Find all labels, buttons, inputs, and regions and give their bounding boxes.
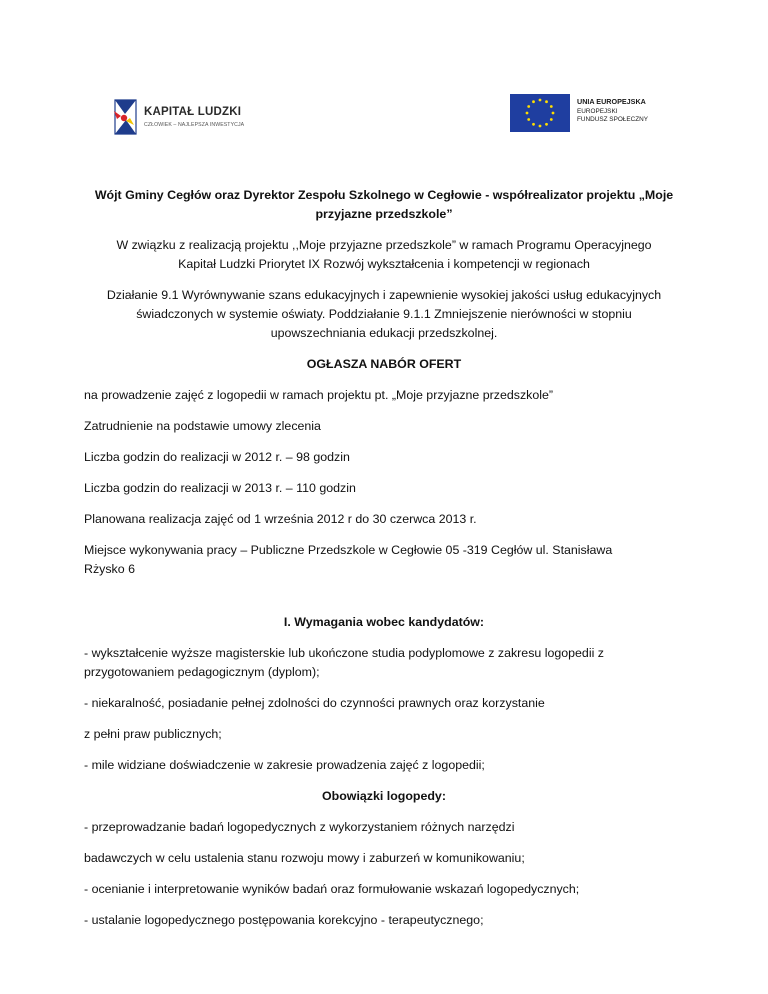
duties-heading: Obowiązki logopedy:: [322, 789, 446, 803]
requirement-2-line2: z pełni praw publicznych;: [84, 727, 222, 741]
requirements-heading: I. Wymagania wobec kandydatów:: [283, 615, 485, 629]
offer-subject: na prowadzenie zajęć z logopedii w ramach projektu pt. „Moje przyjazne przedszkole”: [84, 388, 554, 402]
intro-line1: W związku z realizacją projektu ,,Moje przyjazne przedszkole” w ramach Programu Operacyjnego: [116, 238, 652, 252]
intro-line2: Kapitał Ludzki Priorytet IX Rozwój wykształcenia i kompetencji w regionach: [178, 257, 590, 271]
work-place-line2: Rżysko 6: [84, 562, 135, 576]
hours-2012: Liczba godzin do realizacji w 2012 r. – 98 godzin: [84, 450, 350, 464]
measure-line3: upowszechniania edukacji przedszkolnej.: [270, 326, 498, 340]
kapital-ludzki-subtitle: CZŁOWIEK – NAJLEPSZA INWESTYCJA: [144, 122, 245, 128]
eu-logo-line3: FUNDUSZ SPOŁECZNY: [577, 116, 649, 124]
requirement-1-line2: przygotowaniem pedagogicznym (dyplom);: [84, 665, 320, 679]
header-title-line1: Wójt Gminy Cegłów oraz Dyrektor Zespołu Szkolnego w Cegłowie - współrealizator projektu „Moje: [94, 188, 674, 202]
kapital-ludzki-emblem-icon: [112, 98, 138, 136]
eu-logo-subtitle: [577, 108, 648, 125]
header-title-line2: przyjazne przedszkole”: [315, 207, 453, 221]
requirement-1-line1: - wykształcenie wyższe magisterskie lub ukończone studia podyplomowe z zakresu logopedii z: [84, 646, 604, 660]
duty-3: - ustalanie logopedycznego postępowania korekcyjno - terapeutycznego;: [84, 913, 484, 927]
planned-period: Planowana realizacja zajęć od 1 września 2012 r do 30 czerwca 2013 r.: [84, 512, 477, 526]
work-place-line1: Miejsce wykonywania pracy – Publiczne Przedszkole w Cegłowie 05 -319 Cegłów ul. Stanisława: [84, 543, 613, 557]
measure-line2: świadczonych w systemie oświaty. Poddziałanie 9.1.1 Zmniejszenie nierówności w stopniu: [136, 307, 632, 321]
kapital-ludzki-title: KAPITAŁ LUDZKI: [144, 106, 242, 118]
eu-logo-title: UNIA EUROPEJSKA: [577, 97, 646, 106]
requirement-3: - mile widziane doświadczenie w zakresie prowadzenia zajęć z logopedii;: [84, 758, 485, 772]
kapital-ludzki-logo: [112, 98, 272, 140]
hours-2013: Liczba godzin do realizacji w 2013 r. – 110 godzin: [84, 481, 356, 495]
contract-type: Zatrudnienie na podstawie umowy zlecenia: [84, 419, 321, 433]
eu-flag-icon: [510, 94, 570, 132]
duty-1-line2: badawczych w celu ustalenia stanu rozwoju mowy i zaburzeń w komunikowaniu;: [84, 851, 525, 865]
eu-logo: [510, 94, 660, 132]
announcement-heading: OGŁASZA NABÓR OFERT: [306, 357, 462, 371]
measure-line1: Działanie 9.1 Wyrównywanie szans edukacyjnych i zapewnienie wysokiej jakości usług edukacyjnych: [106, 288, 662, 302]
duty-1-line1: - przeprowadzanie badań logopedycznych z wykorzystaniem różnych narzędzi: [84, 820, 515, 834]
requirement-2-line1: - niekaralność, posiadanie pełnej zdolności do czynności prawnych oraz korzystanie: [84, 696, 545, 710]
eu-logo-line2: EUROPEJSKI: [577, 108, 618, 115]
duty-2: - ocenianie i interpretowanie wyników badań oraz formułowanie wskazań logopedycznych;: [84, 882, 580, 896]
